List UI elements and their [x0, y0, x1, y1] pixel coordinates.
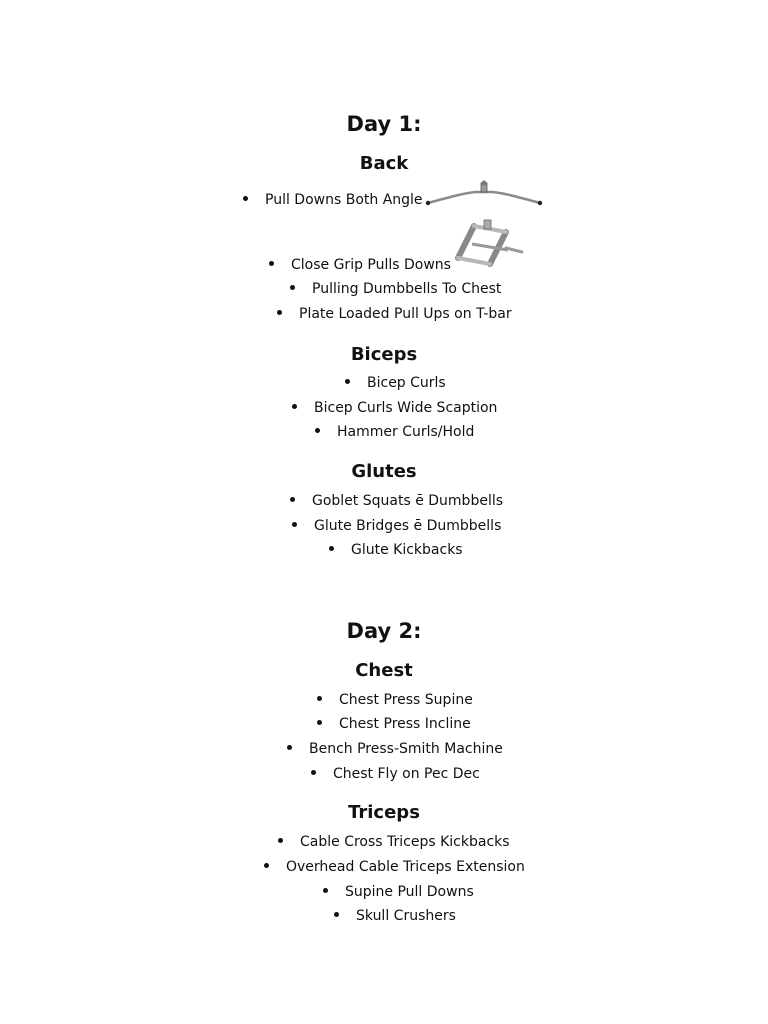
list-item — [287, 740, 503, 758]
biceps-heading: Biceps — [350, 344, 418, 365]
list-item-label: Glute Bridges ē Dumbbells — [314, 518, 502, 534]
list-item — [278, 833, 510, 851]
close-grip-handle-image — [448, 218, 526, 268]
glutes-heading: Glutes — [351, 461, 417, 482]
list-item — [315, 423, 474, 441]
list-item — [277, 305, 512, 323]
list-item — [329, 541, 463, 559]
list-item-label: Glute Kickbacks — [351, 542, 463, 558]
list-item-label: Close Grip Pulls Downs — [291, 257, 451, 273]
triceps-heading: Triceps — [348, 802, 420, 823]
list-item-label: Chest Fly on Pec Dec — [333, 766, 480, 782]
list-item-label: Chest Press Supine — [339, 692, 473, 708]
list-item-label: Overhead Cable Triceps Extension — [286, 859, 525, 875]
list-item — [345, 374, 446, 392]
back-heading: Back — [359, 153, 409, 174]
list-item — [290, 280, 501, 298]
list-item — [269, 256, 451, 274]
list-item-label: Cable Cross Triceps Kickbacks — [300, 834, 510, 850]
list-item — [311, 765, 480, 783]
list-item-label: Bench Press-Smith Machine — [309, 741, 503, 757]
list-item — [323, 883, 474, 901]
list-item-label: Supine Pull Downs — [345, 884, 474, 900]
day2-title: Day 2: — [346, 619, 422, 643]
list-item-label: Pull Downs Both Angle — [265, 192, 423, 208]
list-item-label: Skull Crushers — [356, 908, 456, 924]
list-item — [334, 907, 456, 925]
list-item — [290, 492, 503, 510]
list-item — [243, 191, 423, 209]
list-item — [264, 858, 525, 876]
list-item — [317, 715, 471, 733]
day1-title: Day 1: — [346, 112, 422, 136]
list-item-label: Plate Loaded Pull Ups on T-bar — [299, 306, 512, 322]
chest-heading: Chest — [355, 660, 413, 681]
list-item-label: Chest Press Incline — [339, 716, 471, 732]
lat-bar-image — [422, 180, 546, 210]
list-item — [317, 691, 473, 709]
list-item — [292, 517, 501, 535]
list-item-label: Goblet Squats ē Dumbbells — [312, 493, 504, 509]
list-item-label: Pulling Dumbbells To Chest — [312, 281, 502, 297]
list-item-label: Bicep Curls — [367, 375, 446, 391]
list-item-label: Hammer Curls/Hold — [337, 424, 475, 440]
list-item — [292, 399, 497, 417]
list-item-label: Bicep Curls Wide Scaption — [314, 400, 498, 416]
